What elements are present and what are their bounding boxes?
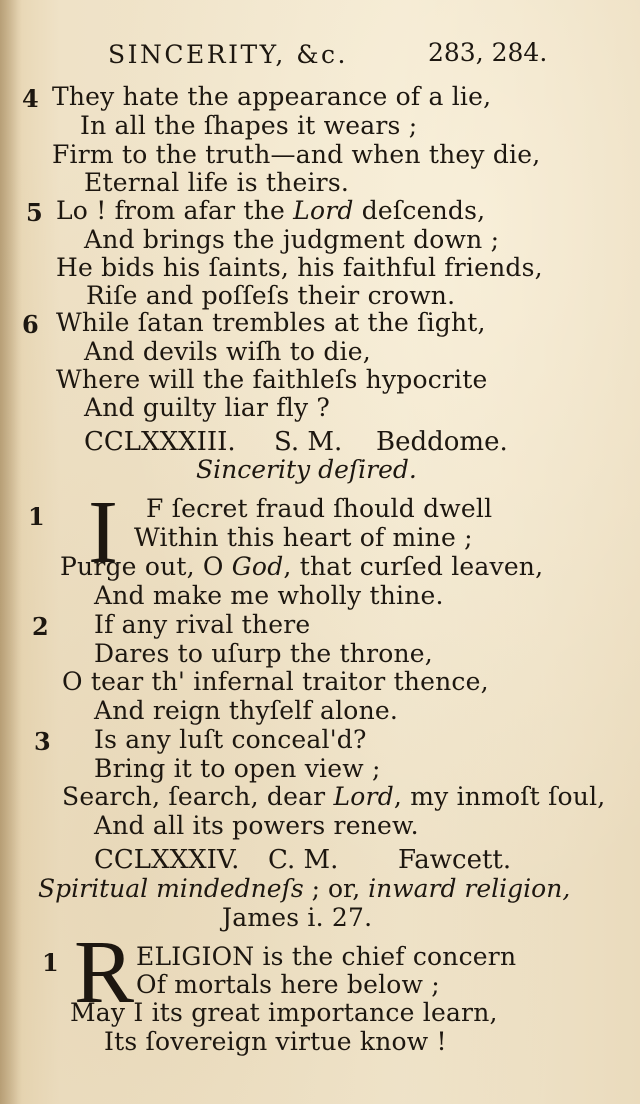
- hymn-subtitle: Sincerity deſired.: [196, 455, 417, 484]
- verse-line: Within this heart of mine ;: [134, 523, 473, 552]
- hymn-number: CCLXXXIII.: [84, 427, 236, 457]
- verse-number: 3: [34, 727, 51, 756]
- verse-line: In all the ſhapes it wears ;: [80, 111, 418, 140]
- verse-line: Of mortals here below ;: [136, 970, 440, 999]
- lord-word: Lord: [333, 782, 394, 811]
- verse-line: If any rival there: [94, 610, 311, 639]
- god-word: God: [231, 552, 284, 581]
- hymn-number: CCLXXXIV.: [94, 845, 240, 875]
- verse-line: And make me wholly thine.: [94, 581, 444, 610]
- verse-line: Is any luſt conceal'd?: [94, 725, 367, 754]
- verse-line: And all its powers renew.: [94, 811, 419, 840]
- verse-line: ELIGION is the chief concern: [136, 942, 517, 971]
- verse-number: 4: [22, 84, 39, 113]
- verse-number: 6: [22, 310, 39, 339]
- binding-shadow: [0, 0, 22, 1104]
- hymn-author: Beddome.: [376, 427, 508, 457]
- verse-line: Riſe and poſſeſs their crown.: [86, 281, 456, 310]
- verse-line: And brings the judgment down ;: [84, 225, 500, 254]
- verse-line: He bids his ſaints, his faithful friends,: [56, 253, 543, 282]
- verse-line: Dares to uſurp the throne,: [94, 639, 433, 668]
- verse-line: Where will the faithleſs hypocrite: [56, 365, 488, 394]
- lord-word: Lord: [293, 196, 354, 225]
- verse-line: Firm to the truth—and when they die,: [52, 140, 541, 169]
- verse-number: 1: [28, 502, 45, 531]
- verse-line: F ſecret fraud ſhould dwell: [146, 494, 493, 523]
- hymn-author: Fawcett.: [398, 845, 512, 875]
- verse-line: Bring it to open view ;: [94, 754, 381, 783]
- verse-line: May I its great importance learn,: [70, 998, 498, 1027]
- verse-line: Its ſovereign virtue know !: [104, 1027, 447, 1056]
- verse-line: Purge out, O God, that curſed leaven,: [60, 552, 544, 581]
- drop-cap: R: [74, 923, 135, 1022]
- verse-number: 1: [42, 948, 59, 977]
- verse-line: Lo ! from afar the Lord deſcends,: [56, 196, 486, 225]
- drop-cap: I: [88, 483, 118, 582]
- verse-line: And devils wiſh to die,: [84, 337, 371, 366]
- verse-number: 2: [32, 612, 49, 641]
- hymn-meter: S. M.: [274, 427, 343, 457]
- hymn-subtitle: Spiritual mindedneſs ; or, inward religion,: [38, 874, 571, 903]
- verse-line: O tear th' infernal traitor thence,: [62, 667, 489, 696]
- page-number: 283, 284.: [428, 38, 548, 67]
- verse-line: They hate the appearance of a lie,: [52, 82, 492, 111]
- verse-number: 5: [26, 198, 43, 227]
- running-header-title: SINCERITY, &c.: [108, 40, 349, 69]
- verse-line: While ſatan trembles at the ſight,: [56, 308, 486, 337]
- hymn-meter: C. M.: [268, 845, 339, 875]
- scripture-reference: James i. 27.: [222, 903, 373, 932]
- verse-line: Eternal life is theirs.: [84, 168, 350, 197]
- verse-line: Search, ſearch, dear Lord, my inmoſt ſoul,: [62, 782, 606, 811]
- verse-line: And guilty liar fly ?: [84, 393, 331, 422]
- verse-line: And reign thyſelf alone.: [94, 696, 399, 725]
